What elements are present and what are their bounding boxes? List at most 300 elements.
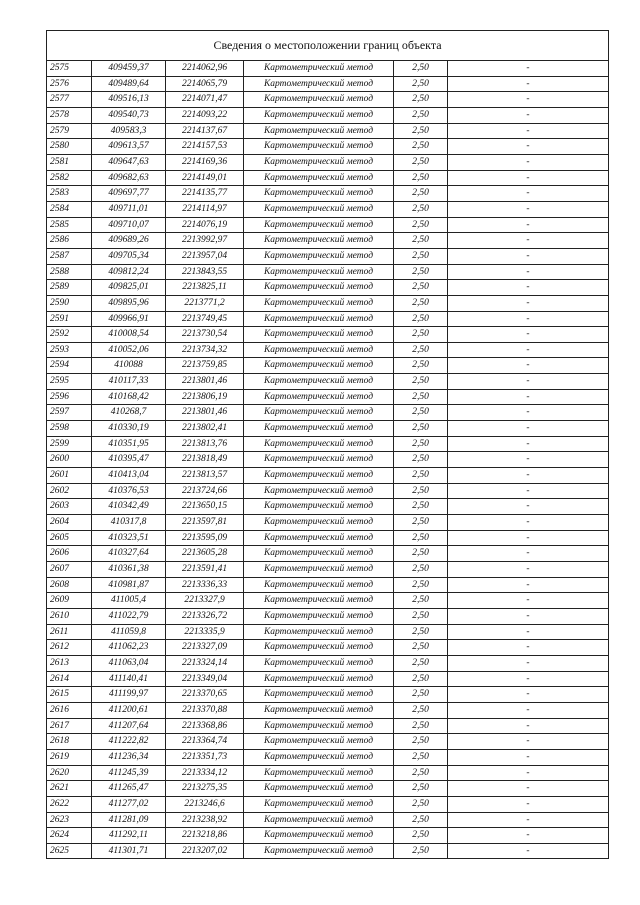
note-cell: -: [448, 640, 609, 656]
table-row: [47, 358, 609, 374]
x-coordinate-cell: 409697,77: [92, 186, 166, 202]
method-cell: Картометрический метод: [244, 139, 394, 155]
error-cell: 2,50: [394, 812, 448, 828]
table-row: [47, 655, 609, 671]
note-cell: -: [448, 734, 609, 750]
table-row: [47, 405, 609, 421]
method-cell: Картометрический метод: [244, 546, 394, 562]
note-cell: -: [448, 452, 609, 468]
x-coordinate-cell: 411236,34: [92, 749, 166, 765]
table-row: [47, 468, 609, 484]
x-coordinate-cell: 411022,79: [92, 608, 166, 624]
point-number-cell: 2588: [47, 264, 92, 280]
method-cell: Картометрический метод: [244, 123, 394, 139]
y-coordinate-cell: 2214065,79: [166, 76, 244, 92]
point-number-cell: 2612: [47, 640, 92, 656]
error-cell: 2,50: [394, 734, 448, 750]
x-coordinate-cell: 411005,4: [92, 593, 166, 609]
y-coordinate-cell: 2213605,28: [166, 546, 244, 562]
method-cell: Картометрический метод: [244, 327, 394, 343]
table-row: [47, 280, 609, 296]
point-number-cell: 2619: [47, 749, 92, 765]
note-cell: -: [448, 201, 609, 217]
point-number-cell: 2615: [47, 687, 92, 703]
y-coordinate-cell: 2213351,73: [166, 749, 244, 765]
note-cell: -: [448, 295, 609, 311]
y-coordinate-cell: 2213364,74: [166, 734, 244, 750]
table-row: [47, 843, 609, 859]
error-cell: 2,50: [394, 358, 448, 374]
error-cell: 2,50: [394, 546, 448, 562]
method-cell: Картометрический метод: [244, 499, 394, 515]
y-coordinate-cell: 2213749,45: [166, 311, 244, 327]
x-coordinate-cell: 411281,09: [92, 812, 166, 828]
method-cell: Картометрический метод: [244, 828, 394, 844]
method-cell: Картометрический метод: [244, 640, 394, 656]
x-coordinate-cell: 411292,11: [92, 828, 166, 844]
x-coordinate-cell: 410327,64: [92, 546, 166, 562]
table-row: [47, 546, 609, 562]
point-number-cell: 2582: [47, 170, 92, 186]
note-cell: -: [448, 405, 609, 421]
note-cell: -: [448, 233, 609, 249]
note-cell: -: [448, 718, 609, 734]
error-cell: 2,50: [394, 154, 448, 170]
method-cell: Картометрический метод: [244, 734, 394, 750]
x-coordinate-cell: 409812,24: [92, 264, 166, 280]
y-coordinate-cell: 2213246,6: [166, 796, 244, 812]
x-coordinate-cell: 409825,01: [92, 280, 166, 296]
error-cell: 2,50: [394, 593, 448, 609]
error-cell: 2,50: [394, 577, 448, 593]
method-cell: Картометрический метод: [244, 295, 394, 311]
y-coordinate-cell: 2213334,12: [166, 765, 244, 781]
table-row: [47, 671, 609, 687]
y-coordinate-cell: 2213759,85: [166, 358, 244, 374]
note-cell: -: [448, 530, 609, 546]
table-row: [47, 186, 609, 202]
table-row: [47, 718, 609, 734]
error-cell: 2,50: [394, 342, 448, 358]
x-coordinate-cell: 410008,54: [92, 327, 166, 343]
point-number-cell: 2621: [47, 781, 92, 797]
error-cell: 2,50: [394, 123, 448, 139]
table-row: [47, 107, 609, 123]
note-cell: -: [448, 655, 609, 671]
x-coordinate-cell: 411245,39: [92, 765, 166, 781]
point-number-cell: 2594: [47, 358, 92, 374]
point-number-cell: 2605: [47, 530, 92, 546]
table-row: [47, 515, 609, 531]
y-coordinate-cell: 2213650,15: [166, 499, 244, 515]
point-number-cell: 2587: [47, 248, 92, 264]
x-coordinate-cell: 409682,63: [92, 170, 166, 186]
table-row: [47, 295, 609, 311]
point-number-cell: 2614: [47, 671, 92, 687]
method-cell: Картометрический метод: [244, 421, 394, 437]
y-coordinate-cell: 2213218,86: [166, 828, 244, 844]
method-cell: Картометрический метод: [244, 718, 394, 734]
table-row: [47, 327, 609, 343]
method-cell: Картометрический метод: [244, 374, 394, 390]
point-number-cell: 2613: [47, 655, 92, 671]
y-coordinate-cell: 2214137,67: [166, 123, 244, 139]
y-coordinate-cell: 2213843,55: [166, 264, 244, 280]
method-cell: Картометрический метод: [244, 843, 394, 859]
point-number-cell: 2609: [47, 593, 92, 609]
x-coordinate-cell: 411265,47: [92, 781, 166, 797]
table-row: [47, 233, 609, 249]
error-cell: 2,50: [394, 311, 448, 327]
point-number-cell: 2604: [47, 515, 92, 531]
point-number-cell: 2577: [47, 92, 92, 108]
point-number-cell: 2578: [47, 107, 92, 123]
y-coordinate-cell: 2213595,09: [166, 530, 244, 546]
note-cell: -: [448, 436, 609, 452]
method-cell: Картометрический метод: [244, 812, 394, 828]
method-cell: Картометрический метод: [244, 593, 394, 609]
point-number-cell: 2593: [47, 342, 92, 358]
point-number-cell: 2623: [47, 812, 92, 828]
point-number-cell: 2622: [47, 796, 92, 812]
point-number-cell: 2617: [47, 718, 92, 734]
method-cell: Картометрический метод: [244, 468, 394, 484]
boundary-coordinates-table: [46, 30, 609, 859]
note-cell: -: [448, 389, 609, 405]
table-row: [47, 624, 609, 640]
y-coordinate-cell: 2214062,96: [166, 61, 244, 77]
error-cell: 2,50: [394, 718, 448, 734]
error-cell: 2,50: [394, 515, 448, 531]
method-cell: Картометрический метод: [244, 154, 394, 170]
point-number-cell: 2596: [47, 389, 92, 405]
method-cell: Картометрический метод: [244, 608, 394, 624]
x-coordinate-cell: 409489,64: [92, 76, 166, 92]
error-cell: 2,50: [394, 92, 448, 108]
method-cell: Картометрический метод: [244, 248, 394, 264]
note-cell: -: [448, 170, 609, 186]
error-cell: 2,50: [394, 828, 448, 844]
note-cell: -: [448, 796, 609, 812]
error-cell: 2,50: [394, 389, 448, 405]
note-cell: -: [448, 515, 609, 531]
error-cell: 2,50: [394, 702, 448, 718]
table-row: [47, 765, 609, 781]
x-coordinate-cell: 410088: [92, 358, 166, 374]
error-cell: 2,50: [394, 217, 448, 233]
table-title: Сведения о местоположении границ объекта: [47, 31, 609, 61]
table-row: [47, 436, 609, 452]
note-cell: -: [448, 92, 609, 108]
y-coordinate-cell: 2213324,14: [166, 655, 244, 671]
error-cell: 2,50: [394, 421, 448, 437]
note-cell: -: [448, 765, 609, 781]
method-cell: Картометрический метод: [244, 342, 394, 358]
y-coordinate-cell: 2213992,97: [166, 233, 244, 249]
y-coordinate-cell: 2214149,01: [166, 170, 244, 186]
method-cell: Картометрический метод: [244, 749, 394, 765]
x-coordinate-cell: 409689,26: [92, 233, 166, 249]
error-cell: 2,50: [394, 139, 448, 155]
table-row: [47, 640, 609, 656]
y-coordinate-cell: 2213802,41: [166, 421, 244, 437]
table-row: [47, 781, 609, 797]
method-cell: Картометрический метод: [244, 280, 394, 296]
x-coordinate-cell: 410342,49: [92, 499, 166, 515]
method-cell: Картометрический метод: [244, 92, 394, 108]
table-row: [47, 687, 609, 703]
x-coordinate-cell: 410395,47: [92, 452, 166, 468]
table-row: [47, 828, 609, 844]
point-number-cell: 2608: [47, 577, 92, 593]
x-coordinate-cell: 410317,8: [92, 515, 166, 531]
method-cell: Картометрический метод: [244, 515, 394, 531]
x-coordinate-cell: 411222,82: [92, 734, 166, 750]
x-coordinate-cell: 409459,37: [92, 61, 166, 77]
x-coordinate-cell: 409613,57: [92, 139, 166, 155]
y-coordinate-cell: 2213336,33: [166, 577, 244, 593]
note-cell: -: [448, 812, 609, 828]
y-coordinate-cell: 2213597,81: [166, 515, 244, 531]
y-coordinate-cell: 2213813,76: [166, 436, 244, 452]
y-coordinate-cell: 2214071,47: [166, 92, 244, 108]
x-coordinate-cell: 411277,02: [92, 796, 166, 812]
y-coordinate-cell: 2213957,04: [166, 248, 244, 264]
table-row: [47, 264, 609, 280]
point-number-cell: 2592: [47, 327, 92, 343]
x-coordinate-cell: 411199,97: [92, 687, 166, 703]
point-number-cell: 2599: [47, 436, 92, 452]
method-cell: Картометрический метод: [244, 577, 394, 593]
x-coordinate-cell: 410117,33: [92, 374, 166, 390]
y-coordinate-cell: 2213818,49: [166, 452, 244, 468]
error-cell: 2,50: [394, 280, 448, 296]
note-cell: -: [448, 248, 609, 264]
method-cell: Картометрический метод: [244, 233, 394, 249]
y-coordinate-cell: 2213724,66: [166, 483, 244, 499]
note-cell: -: [448, 76, 609, 92]
y-coordinate-cell: 2213734,32: [166, 342, 244, 358]
method-cell: Картометрический метод: [244, 76, 394, 92]
point-number-cell: 2589: [47, 280, 92, 296]
table-row: [47, 796, 609, 812]
y-coordinate-cell: 2213327,09: [166, 640, 244, 656]
point-number-cell: 2576: [47, 76, 92, 92]
y-coordinate-cell: 2213801,46: [166, 374, 244, 390]
y-coordinate-cell: 2214093,22: [166, 107, 244, 123]
note-cell: -: [448, 593, 609, 609]
x-coordinate-cell: 410330,19: [92, 421, 166, 437]
x-coordinate-cell: 411301,71: [92, 843, 166, 859]
error-cell: 2,50: [394, 61, 448, 77]
x-coordinate-cell: 410351,95: [92, 436, 166, 452]
error-cell: 2,50: [394, 499, 448, 515]
x-coordinate-cell: 410052,06: [92, 342, 166, 358]
method-cell: Картометрический метод: [244, 217, 394, 233]
point-number-cell: 2603: [47, 499, 92, 515]
point-number-cell: 2611: [47, 624, 92, 640]
error-cell: 2,50: [394, 796, 448, 812]
note-cell: -: [448, 327, 609, 343]
y-coordinate-cell: 2213368,86: [166, 718, 244, 734]
point-number-cell: 2579: [47, 123, 92, 139]
note-cell: -: [448, 546, 609, 562]
error-cell: 2,50: [394, 671, 448, 687]
x-coordinate-cell: 409647,63: [92, 154, 166, 170]
note-cell: -: [448, 608, 609, 624]
point-number-cell: 2624: [47, 828, 92, 844]
point-number-cell: 2601: [47, 468, 92, 484]
note-cell: -: [448, 358, 609, 374]
point-number-cell: 2620: [47, 765, 92, 781]
error-cell: 2,50: [394, 781, 448, 797]
method-cell: Картометрический метод: [244, 530, 394, 546]
table-row: [47, 139, 609, 155]
note-cell: -: [448, 374, 609, 390]
table-row: [47, 562, 609, 578]
method-cell: Картометрический метод: [244, 389, 394, 405]
point-number-cell: 2625: [47, 843, 92, 859]
x-coordinate-cell: 409583,3: [92, 123, 166, 139]
point-number-cell: 2580: [47, 139, 92, 155]
error-cell: 2,50: [394, 655, 448, 671]
note-cell: -: [448, 577, 609, 593]
error-cell: 2,50: [394, 201, 448, 217]
y-coordinate-cell: 2213825,11: [166, 280, 244, 296]
table-row: [47, 170, 609, 186]
note-cell: -: [448, 781, 609, 797]
note-cell: -: [448, 843, 609, 859]
note-cell: -: [448, 280, 609, 296]
error-cell: 2,50: [394, 608, 448, 624]
x-coordinate-cell: 410981,87: [92, 577, 166, 593]
note-cell: -: [448, 421, 609, 437]
x-coordinate-cell: 411207,64: [92, 718, 166, 734]
method-cell: Картометрический метод: [244, 201, 394, 217]
error-cell: 2,50: [394, 843, 448, 859]
note-cell: -: [448, 468, 609, 484]
method-cell: Картометрический метод: [244, 624, 394, 640]
method-cell: Картометрический метод: [244, 452, 394, 468]
y-coordinate-cell: 2214157,53: [166, 139, 244, 155]
method-cell: Картометрический метод: [244, 655, 394, 671]
error-cell: 2,50: [394, 264, 448, 280]
method-cell: Картометрический метод: [244, 781, 394, 797]
note-cell: -: [448, 749, 609, 765]
point-number-cell: 2583: [47, 186, 92, 202]
note-cell: -: [448, 624, 609, 640]
y-coordinate-cell: 2213370,65: [166, 687, 244, 703]
error-cell: 2,50: [394, 468, 448, 484]
error-cell: 2,50: [394, 562, 448, 578]
note-cell: -: [448, 311, 609, 327]
table-row: [47, 593, 609, 609]
method-cell: Картометрический метод: [244, 405, 394, 421]
error-cell: 2,50: [394, 624, 448, 640]
note-cell: -: [448, 107, 609, 123]
note-cell: -: [448, 499, 609, 515]
error-cell: 2,50: [394, 327, 448, 343]
error-cell: 2,50: [394, 530, 448, 546]
x-coordinate-cell: 411140,41: [92, 671, 166, 687]
note-cell: -: [448, 828, 609, 844]
error-cell: 2,50: [394, 405, 448, 421]
y-coordinate-cell: 2213326,72: [166, 608, 244, 624]
y-coordinate-cell: 2213335,9: [166, 624, 244, 640]
x-coordinate-cell: 411062,23: [92, 640, 166, 656]
method-cell: Картометрический метод: [244, 61, 394, 77]
point-number-cell: 2590: [47, 295, 92, 311]
note-cell: -: [448, 123, 609, 139]
x-coordinate-cell: 410268,7: [92, 405, 166, 421]
error-cell: 2,50: [394, 374, 448, 390]
y-coordinate-cell: 2213327,9: [166, 593, 244, 609]
note-cell: -: [448, 342, 609, 358]
method-cell: Картометрический метод: [244, 264, 394, 280]
y-coordinate-cell: 2213806,19: [166, 389, 244, 405]
note-cell: -: [448, 702, 609, 718]
note-cell: -: [448, 687, 609, 703]
note-cell: -: [448, 217, 609, 233]
error-cell: 2,50: [394, 749, 448, 765]
error-cell: 2,50: [394, 452, 448, 468]
y-coordinate-cell: 2214135,77: [166, 186, 244, 202]
table-row: [47, 342, 609, 358]
table-row: [47, 248, 609, 264]
method-cell: Картометрический метод: [244, 358, 394, 374]
x-coordinate-cell: 409516,13: [92, 92, 166, 108]
error-cell: 2,50: [394, 186, 448, 202]
point-number-cell: 2607: [47, 562, 92, 578]
method-cell: Картометрический метод: [244, 107, 394, 123]
note-cell: -: [448, 139, 609, 155]
table-row: [47, 749, 609, 765]
x-coordinate-cell: 410413,04: [92, 468, 166, 484]
x-coordinate-cell: 410323,51: [92, 530, 166, 546]
x-coordinate-cell: 410361,38: [92, 562, 166, 578]
x-coordinate-cell: 409705,34: [92, 248, 166, 264]
table-row: [47, 702, 609, 718]
table-row: [47, 483, 609, 499]
error-cell: 2,50: [394, 76, 448, 92]
error-cell: 2,50: [394, 640, 448, 656]
error-cell: 2,50: [394, 107, 448, 123]
table-row: [47, 452, 609, 468]
method-cell: Картометрический метод: [244, 436, 394, 452]
table-row: [47, 311, 609, 327]
method-cell: Картометрический метод: [244, 796, 394, 812]
point-number-cell: 2600: [47, 452, 92, 468]
y-coordinate-cell: 2213801,46: [166, 405, 244, 421]
x-coordinate-cell: 409966,91: [92, 311, 166, 327]
table-row: [47, 421, 609, 437]
y-coordinate-cell: 2213813,57: [166, 468, 244, 484]
note-cell: -: [448, 154, 609, 170]
error-cell: 2,50: [394, 233, 448, 249]
error-cell: 2,50: [394, 483, 448, 499]
x-coordinate-cell: 410376,53: [92, 483, 166, 499]
y-coordinate-cell: 2213370,88: [166, 702, 244, 718]
method-cell: Картометрический метод: [244, 702, 394, 718]
table-row: [47, 608, 609, 624]
y-coordinate-cell: 2213730,54: [166, 327, 244, 343]
note-cell: -: [448, 61, 609, 77]
y-coordinate-cell: 2213771,2: [166, 295, 244, 311]
x-coordinate-cell: 411063,04: [92, 655, 166, 671]
point-number-cell: 2595: [47, 374, 92, 390]
y-coordinate-cell: 2214114,97: [166, 201, 244, 217]
point-number-cell: 2610: [47, 608, 92, 624]
